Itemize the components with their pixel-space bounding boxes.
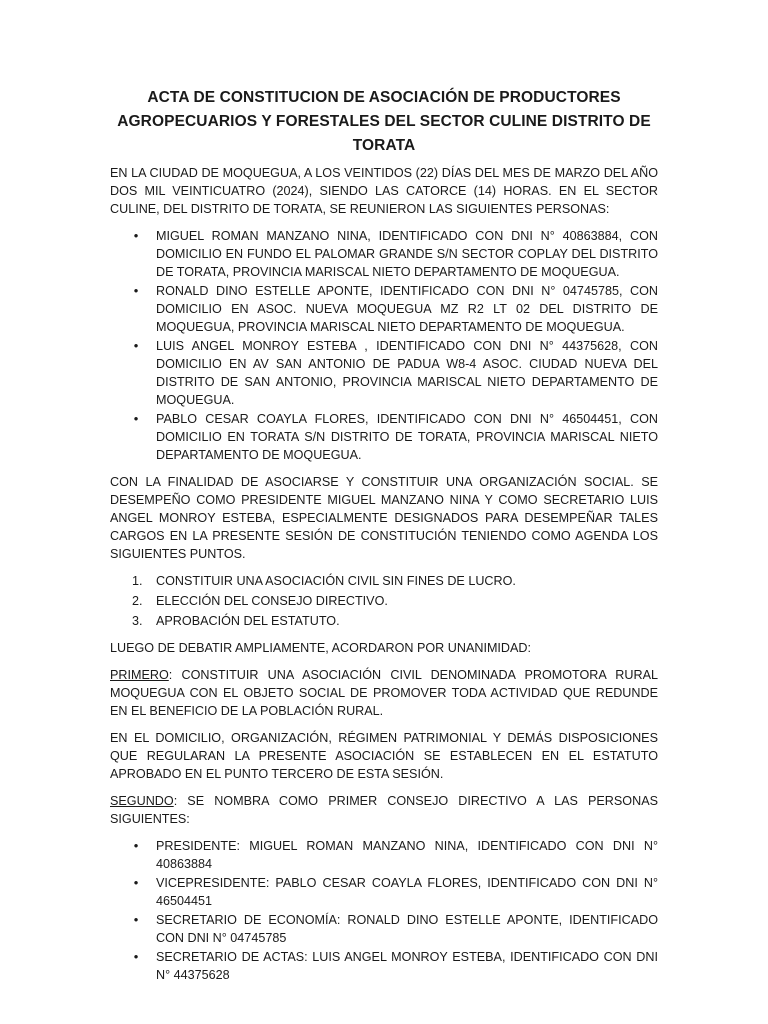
bullet-icon: • <box>133 228 139 243</box>
board-list <box>110 837 658 984</box>
agenda-number: 3. <box>132 614 143 628</box>
primero-paragraph <box>110 666 658 720</box>
primero-text: : CONSTITUIR UNA ASOCIACIÓN CIVIL DENOMINADA PROMOTORA RURAL MOQUEGUA CON EL OBJETO SOCIAL DE PROMOVER TODA ACTIVIDAD QUE REDUNDE EN EL BENEFICIO DE LA POBLACIÓN RURAL. <box>110 668 658 718</box>
document-title: ACTA DE CONSTITUCION DE ASOCIACIÓN DE PRODUCTORES AGROPECUARIOS Y FORESTALES DEL SECTOR CULINE DISTRITO DE TORATA <box>117 89 651 154</box>
list-item <box>110 592 658 610</box>
list-item <box>110 612 658 630</box>
bullet-icon: • <box>133 411 139 426</box>
segundo-text: : SE NOMBRA COMO PRIMER CONSEJO DIRECTIVO A LAS PERSONAS SIGUIENTES: <box>110 794 658 826</box>
persons-list <box>110 227 658 464</box>
list-item <box>110 410 658 464</box>
list-item <box>110 282 658 336</box>
board-member-text: PRESIDENTE: MIGUEL ROMAN MANZANO NINA, IDENTIFICADO CON DNI N° 40863884 <box>156 839 658 871</box>
agenda-text: CONSTITUIR UNA ASOCIACIÓN CIVIL SIN FINES DE LUCRO. <box>156 574 516 588</box>
agenda-text: ELECCIÓN DEL CONSEJO DIRECTIVO. <box>156 594 388 608</box>
bullet-icon: • <box>133 838 139 853</box>
primero-label: PRIMERO <box>110 668 169 682</box>
debate-paragraph: LUEGO DE DEBATIR AMPLIAMENTE, ACORDARON POR UNANIMIDAD: <box>110 641 532 655</box>
intro-paragraph: EN LA CIUDAD DE MOQUEGUA, A LOS VEINTIDOS (22) DÍAS DEL MES DE MARZO DEL AÑO DOS MIL VEINTICUATRO (2024), SIENDO LAS CATORCE (14) HORAS. EN EL SECTOR CULINE, DEL DISTRITO DE TORATA, SE REUNIERON LAS SIGUIENTES PERSONAS: <box>110 166 658 216</box>
list-item <box>110 911 658 947</box>
person-text: MIGUEL ROMAN MANZANO NINA, IDENTIFICADO CON DNI N° 40863884, CON DOMICILIO EN FUNDO EL PALOMAR GRANDE S/N SECTOR COPLAY DEL DISTRITO DE TORATA, PROVINCIA MARISCAL NIETO DEPARTAMENTO DE MOQUEGUA. <box>156 229 658 279</box>
board-member-text: VICEPRESIDENTE: PABLO CESAR COAYLA FLORES, IDENTIFICADO CON DNI N° 46504451 <box>156 876 658 908</box>
purpose-paragraph: CON LA FINALIDAD DE ASOCIARSE Y CONSTITUIR UNA ORGANIZACIÓN SOCIAL. SE DESEMPEÑO COMO PRESIDENTE MIGUEL MANZANO NINA Y COMO SECRETARIO LUIS ANGEL MONROY ESTEBA, ESPECIALMENTE DESIGNADOS PARA DESEMPEÑAR TALES CARGOS EN LA PRESENTE SESIÓN DE CONSTITUCIÓN TENIENDO COMO AGENDA LOS SIGUIENTES PUNTOS. <box>110 475 658 561</box>
agenda-number: 1. <box>132 574 143 588</box>
person-text: LUIS ANGEL MONROY ESTEBA , IDENTIFICADO CON DNI N° 44375628, CON DOMICILIO EN AV SAN ANTONIO DE PADUA W8-4 ASOC. CIUDAD NUEVA DEL DISTRITO DE SAN ANTONIO, PROVINCIA MARISCAL NIETO DEPARTAMENTO DE MOQUEGUA. <box>156 339 658 407</box>
list-item <box>110 227 658 281</box>
board-member-text: SECRETARIO DE ACTAS: LUIS ANGEL MONROY ESTEBA, IDENTIFICADO CON DNI N° 44375628 <box>156 950 658 982</box>
bullet-icon: • <box>133 912 139 927</box>
bullet-icon: • <box>133 949 139 964</box>
list-item <box>110 337 658 409</box>
bullet-icon: • <box>133 283 139 298</box>
segundo-paragraph <box>110 792 658 828</box>
segundo-label: SEGUNDO <box>110 794 174 808</box>
list-item <box>110 837 658 873</box>
person-text: RONALD DINO ESTELLE APONTE, IDENTIFICADO CON DNI N° 04745785, CON DOMICILIO EN ASOC. NUEVA MOQUEGUA MZ R2 LT 02 DEL DISTRITO DE MOQUEGUA, PROVINCIA MARISCAL NIETO DEPARTAMENTO DE MOQUEGUA. <box>156 284 658 334</box>
list-item <box>110 572 658 590</box>
list-item <box>110 948 658 984</box>
bullet-icon: • <box>133 875 139 890</box>
list-item <box>110 874 658 910</box>
domicilio-paragraph: EN EL DOMICILIO, ORGANIZACIÓN, RÉGIMEN PATRIMONIAL Y DEMÁS DISPOSICIONES QUE REGULARAN LA PRESENTE ASOCIACIÓN SE ESTABLECEN EN EL ESTATUTO APROBADO EN EL PUNTO TERCERO DE ESTA SESIÓN. <box>110 731 658 781</box>
agenda-list <box>110 572 658 630</box>
bullet-icon: • <box>133 338 139 353</box>
board-member-text: SECRETARIO DE ECONOMÍA: RONALD DINO ESTELLE APONTE, IDENTIFICADO CON DNI N° 04745785 <box>156 913 658 945</box>
person-text: PABLO CESAR COAYLA FLORES, IDENTIFICADO CON DNI N° 46504451, CON DOMICILIO EN TORATA S/N DISTRITO DE TORATA, PROVINCIA MARISCAL NIETO DEPARTAMENTO DE MOQUEGUA. <box>156 412 658 462</box>
agenda-text: APROBACIÓN DEL ESTATUTO. <box>156 614 340 628</box>
agenda-number: 2. <box>132 594 143 608</box>
